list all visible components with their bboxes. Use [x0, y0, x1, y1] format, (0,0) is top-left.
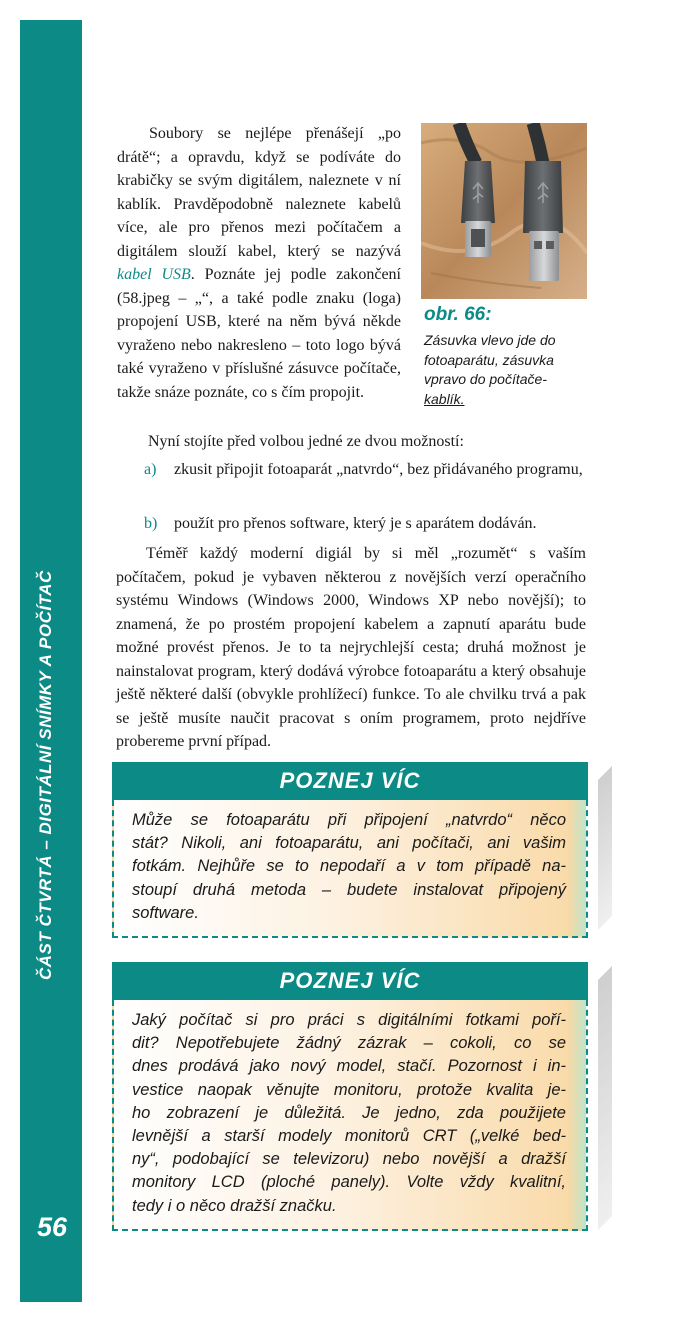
- box-line: monitory LCD (ploché panely). Volte vždy kvalitní,: [132, 1173, 566, 1192]
- box-line: levnější a starší modely monitorů CRT („velké bed-: [132, 1127, 566, 1146]
- box-edge-decoration: [568, 800, 586, 936]
- caption-line: vpravo do počítače-: [424, 371, 547, 387]
- box-line: fotkám. Nejhůře se to nepodaří a v tom případě na-: [132, 857, 566, 876]
- box-line: ho zobrazení je důležitá. Je jedno, zda použijete: [132, 1103, 566, 1122]
- intro-text-1: Soubory se nejlépe přenášejí „po drátě“; a opravdu, když se podíváte do krabičky se svým digitálem, naleznete v ní kablík. Pravděpodobně naleznete kabelů více, ale pro přenos mezi počítačem a digitálem slouží kabel, který se nazývá: [117, 125, 401, 260]
- usb-cable-photo: [421, 123, 587, 299]
- info-box-title: POZNEJ VÍC: [112, 762, 588, 800]
- intro-text-2: . Poznáte jej podle zakončení (58.jpeg – „“, a také podle znaku (loga) propojení USB, které na něm bývá někde vyraženo nebo nakresleno – toto logo bývá také vyraženo v příslušné zásuvce počítače, takže snáze poznáte, co s čím propojit.: [117, 266, 401, 401]
- box-line: dnes prodává jako nový model, stačí. Pozornost i in-: [132, 1057, 566, 1076]
- box-line: vestice naopak věnujte monitoru, protože kvalita je-: [132, 1080, 566, 1099]
- caption-line: Zásuvka vlevo jde do: [424, 332, 556, 348]
- info-box-1: [112, 762, 588, 938]
- option-text: použít pro přenos software, který je s aparátem dodáván.: [174, 515, 537, 532]
- box-shadow: [598, 966, 612, 1230]
- info-box-body: [112, 1000, 588, 1231]
- info-box-2: [112, 962, 588, 1231]
- usb-plugs-image: [421, 123, 587, 299]
- box-shadow: [598, 766, 612, 930]
- page-number: 56: [36, 1212, 68, 1242]
- box-line: software.: [132, 903, 199, 922]
- option-label: b): [144, 515, 158, 532]
- choice-intro: Nyní stojíte před volbou jedné ze dvou možností:: [148, 433, 464, 450]
- option-text: zkusit připojit fotoaparát „natvrdo“, bez přidávaného programu,: [174, 461, 583, 478]
- info-box-body: [112, 800, 588, 938]
- option-label: a): [144, 461, 157, 478]
- caption-line: kablík.: [424, 390, 465, 407]
- figure-caption: [424, 331, 584, 409]
- chapter-title: ČÁST ČTVRTÁ – DIGITÁLNÍ SNÍMKY A POČÍTAČ: [36, 570, 55, 980]
- box-line: tedy i o něco dražší značku.: [132, 1196, 337, 1215]
- usb-cable-link[interactable]: kabel USB: [117, 266, 191, 283]
- box-line: Může se fotoaparátu při připojení „natvrdo“ něco: [132, 811, 566, 829]
- caption-line: fotoaparátu, zásuvka: [424, 351, 554, 368]
- intro-paragraph: [117, 122, 401, 404]
- chapter-title-vertical: [36, 560, 64, 980]
- figure-label: obr. 66:: [424, 304, 492, 325]
- box-line: stoupí druhá metoda – budete instalovat připojený: [132, 880, 566, 899]
- box-line: stát? Nikoli, ani fotoaparátu, ani počítači, ani vašim: [132, 834, 566, 853]
- box-line: Jaký počítač si pro práci s digitálními fotkami poří-: [132, 1011, 566, 1029]
- main-paragraph: Téměř každý moderní digiál by si měl „rozumět“ s vaším počítačem, pokud je vybaven některou z novějších verzí operačního systému Windows (Windows 2000, Windows XP nebo novější); to znamená, že po prostém propojení kabelem a zapnutí aparátu bude možné provést přenos. Je to ta nejrychlejší cesta; druhá možnost je nainstalovat program, který dodává výrobce fotoaparátu a který obsahuje ještě některé další (obvykle prohlížecí) funkce. To ale chvilku trvá a pak se ještě musíte naučit pracovat s oním programem, proto nejdříve probereme první případ.: [116, 545, 586, 750]
- box-line: ny“, podobající se televizoru) nebo novější a dražší: [132, 1150, 566, 1169]
- box-edge-decoration: [568, 1000, 586, 1229]
- box-line: dit? Nepotřebujete žádný zázrak – cokoli, co se: [132, 1034, 566, 1053]
- info-box-title: POZNEJ VÍC: [112, 962, 588, 1000]
